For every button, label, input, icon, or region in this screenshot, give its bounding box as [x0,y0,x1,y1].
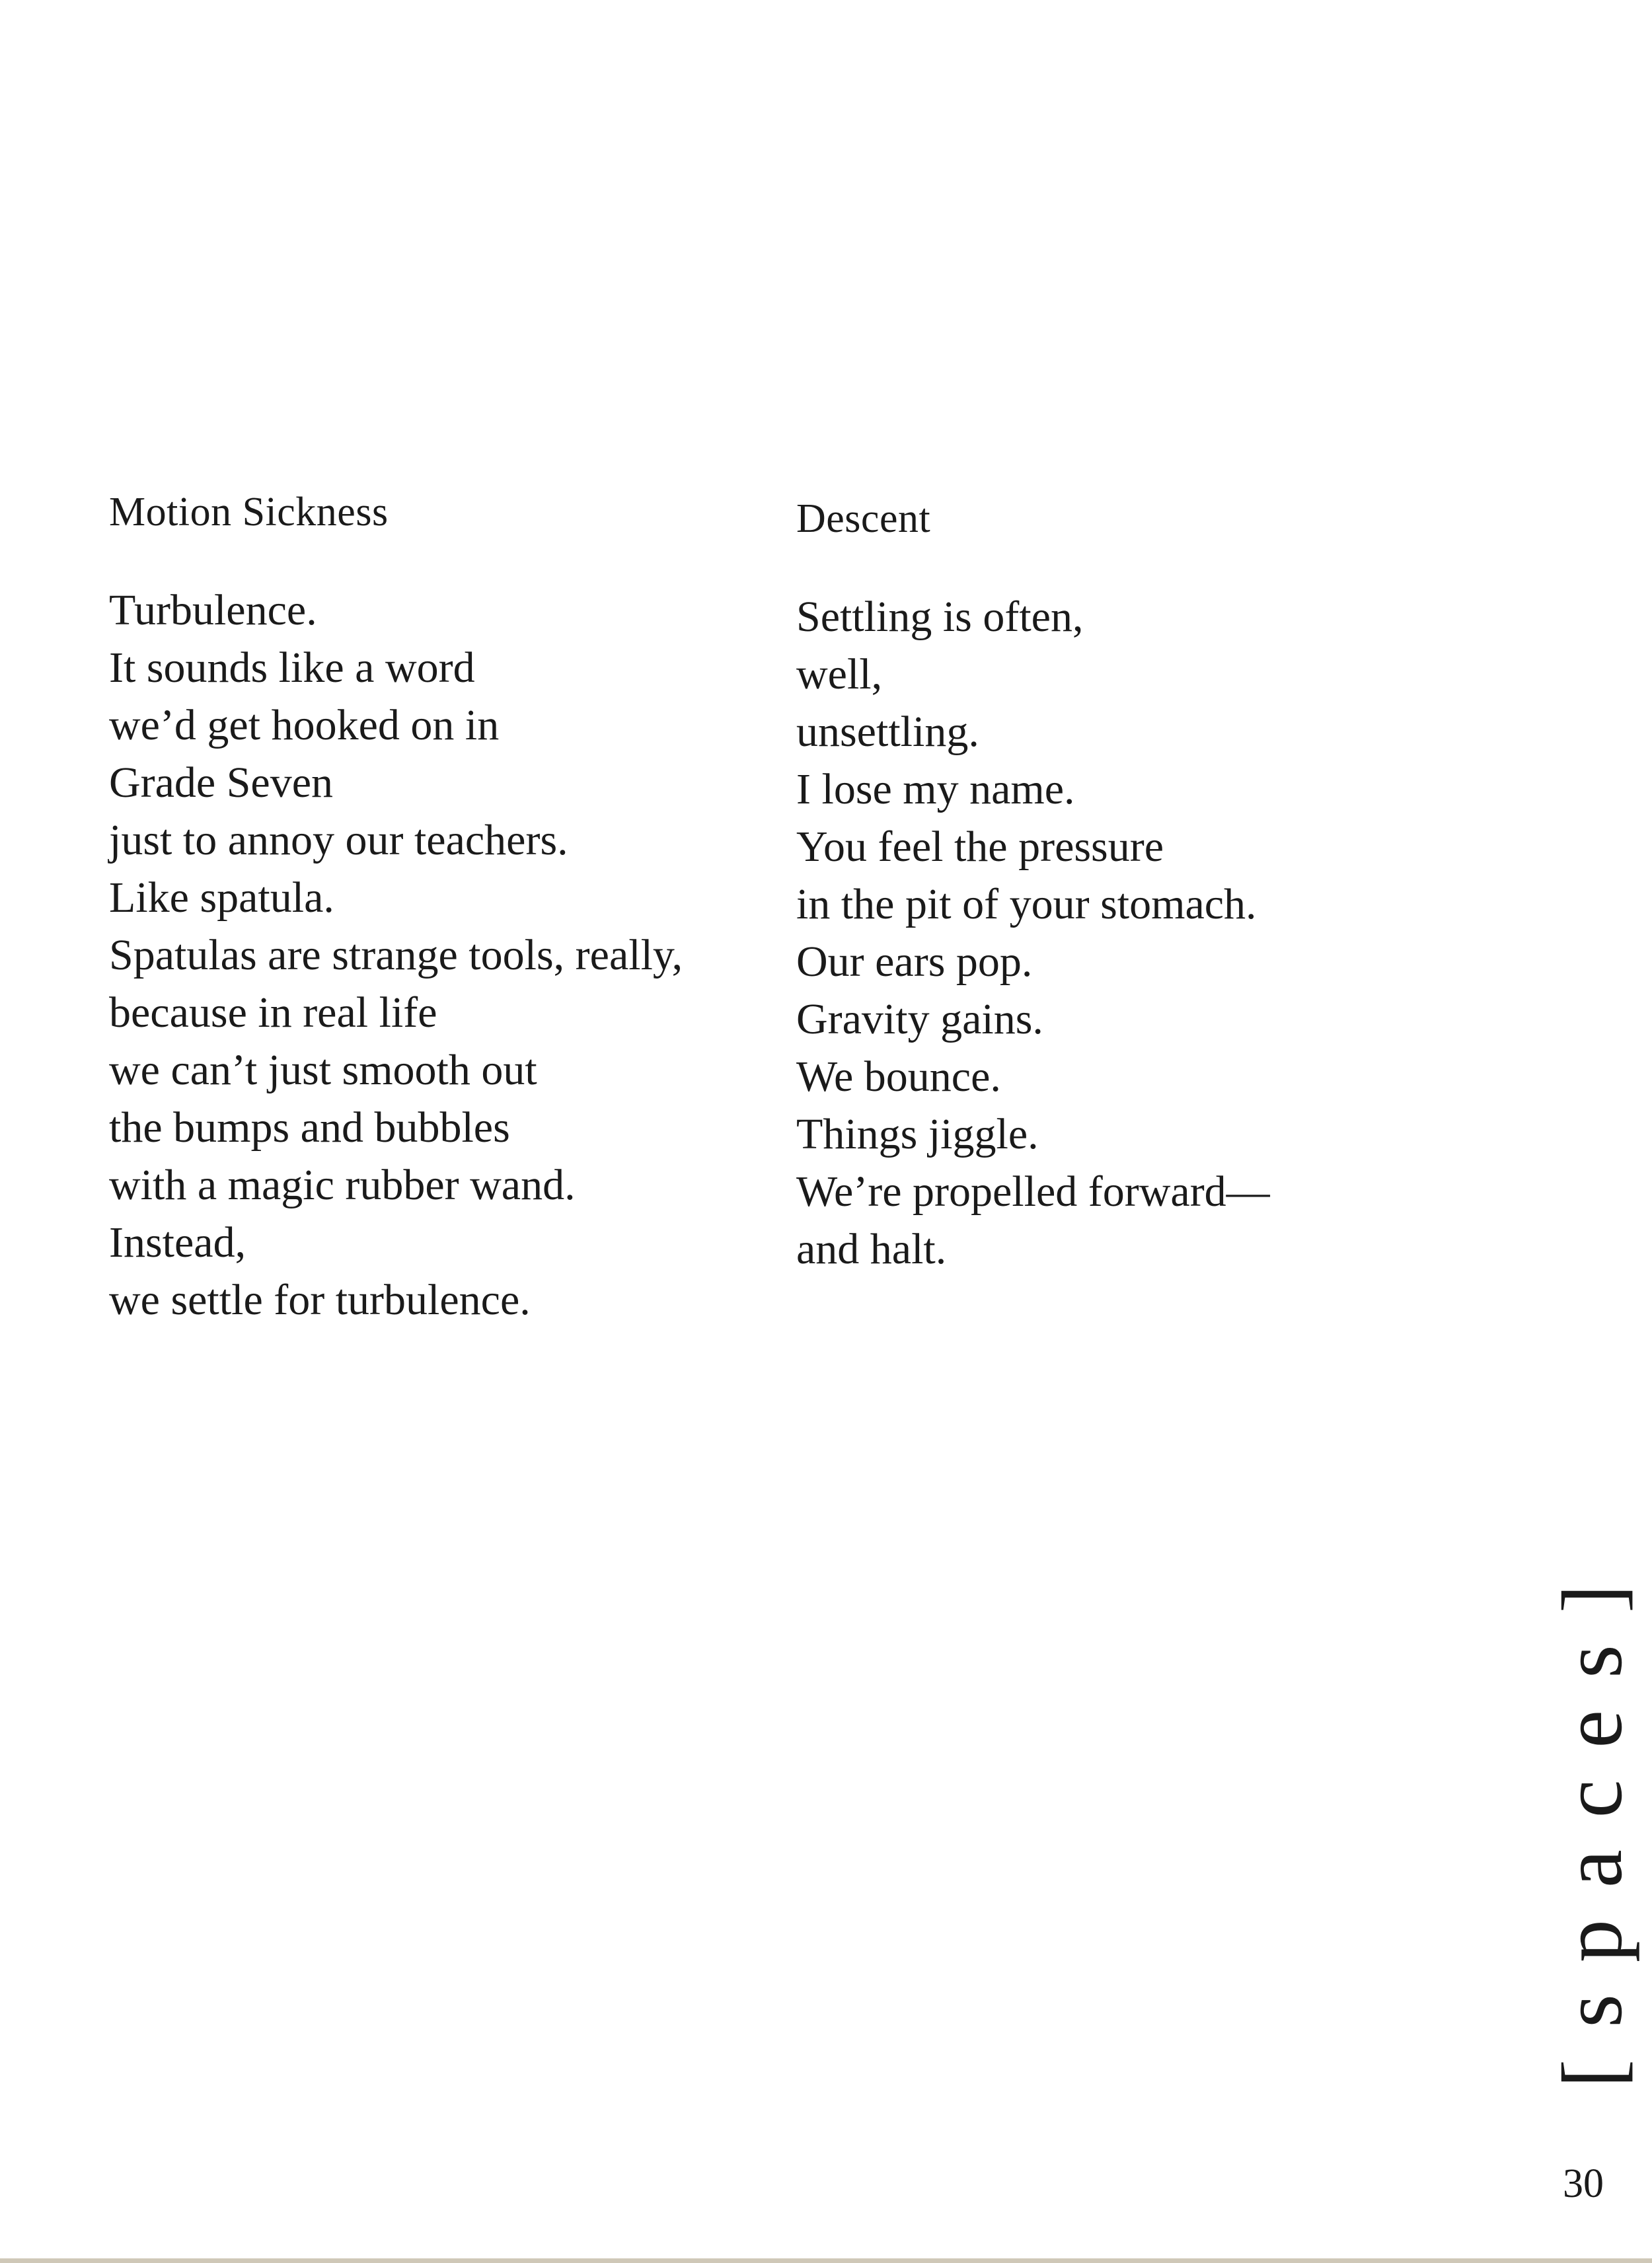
poem-lines [796,588,1457,1278]
poem-title: Motion Sickness [109,490,389,535]
poem-line: Grade Seven [109,759,334,807]
poem-line: because in real life [109,988,437,1037]
poem-line: Settling is often, [796,593,1084,641]
poem-line: Instead, [109,1218,246,1267]
poem-lines [109,581,770,1329]
poem-motion-sickness [109,482,770,1329]
poem-line: Our ears pop. [796,938,1033,986]
poem-line: unsettling. [796,708,979,756]
poem-line: Things jiggle. [796,1110,1039,1158]
poem-line: in the pit of your stomach. [796,880,1257,928]
poem-line: well, [796,650,883,698]
poem-line: the bumps and bubbles [109,1103,510,1152]
poem-descent [796,489,1457,1278]
section-label-text: [spaces] [1545,1553,1640,2088]
poem-line: I lose my name. [796,765,1075,813]
poem-line: Gravity gains. [796,995,1043,1043]
poem-line: with a magic rubber wand. [109,1161,576,1209]
poem-line: we’d get hooked on in [109,701,500,749]
poem-line: Spatulas are strange tools, really, [109,931,683,979]
poem-line: we settle for turbulence. [109,1276,531,1324]
poem-line: It sounds like a word [109,644,475,692]
poem-title: Descent [796,496,931,541]
poem-line: we can’t just smooth out [109,1046,537,1094]
poem-line: We bounce. [796,1053,1001,1101]
poem-line: We’re propelled forward— [796,1168,1270,1216]
poem-line: Turbulence. [109,586,317,634]
poem-line: You feel the pressure [796,823,1164,871]
poem-line: just to annoy our teachers. [109,816,568,864]
page-number: 30 [1563,2161,1604,2206]
poem-line: Like spatula. [109,873,334,922]
section-label [1540,1546,1645,2095]
poem-line: and halt. [796,1225,947,1273]
page-edge-divider [0,2258,1652,2263]
